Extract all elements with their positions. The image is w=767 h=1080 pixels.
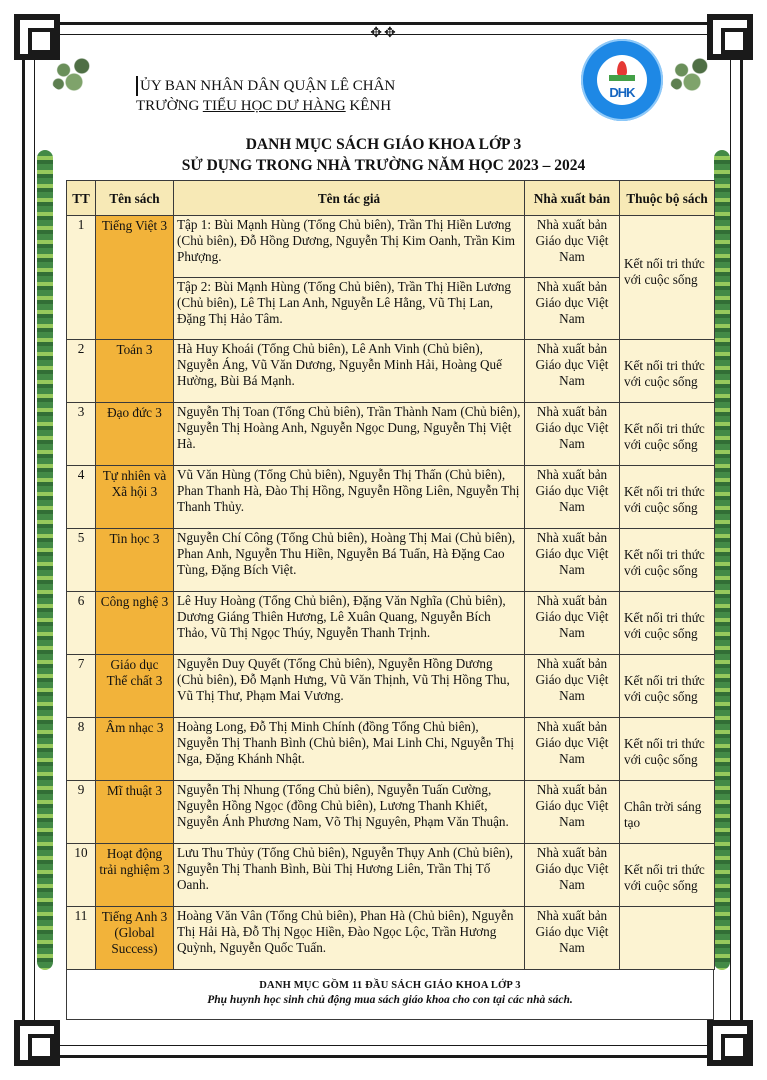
book-set: Kết nối tri thức với cuộc sống bbox=[620, 844, 715, 907]
book-publisher: Nhà xuất bản Giáo dục Việt Nam bbox=[525, 278, 620, 340]
book-authors: Hoàng Long, Đỗ Thị Minh Chính (đồng Tổng Chủ biên), Nguyễn Thị Thanh Bình (Chủ biên), Mai Linh Chi, Nguyễn Thị Nga, Đặng Khánh Nhật. bbox=[174, 718, 525, 781]
book-authors: Nguyễn Thị Toan (Tổng Chủ biên), Trần Thành Nam (Chủ biên), Nguyễn Thị Hoàng Anh, Nguyễn Ngọc Dung, Nguyễn Thị Việt Hà. bbox=[174, 403, 525, 466]
corner-ornament-top-left bbox=[14, 14, 60, 60]
row-number: 6 bbox=[67, 592, 96, 655]
book-publisher: Nhà xuất bản Giáo dục Việt Nam bbox=[525, 781, 620, 844]
school-header bbox=[136, 76, 395, 116]
book-authors: Nguyễn Chí Công (Tổng Chủ biên), Hoàng Thị Mai (Chủ biên), Phan Anh, Nguyễn Thu Hiền, Nguyễn Bá Tuấn, Hà Đặng Cao Tùng, Đặng Bích Việt. bbox=[174, 529, 525, 592]
book-name: Toán 3 bbox=[96, 340, 174, 403]
table-row bbox=[67, 844, 715, 907]
row-number: 9 bbox=[67, 781, 96, 844]
book-authors: Vũ Văn Hùng (Tổng Chủ biên), Nguyễn Thị Thấn (Chủ biên), Phan Thanh Hà, Đào Thị Hồng, Nguyễn Hồng Liên, Nguyễn Thị Thanh Thủy. bbox=[174, 466, 525, 529]
table-header-row bbox=[67, 181, 715, 216]
book-authors: Tập 1: Bùi Mạnh Hùng (Tổng Chủ biên), Trần Thị Hiền Lương (Chủ biên), Đỗ Hồng Dương, Nguyễn Thị Kim Oanh, Trần Kim Phượng. bbox=[174, 216, 525, 278]
book-set: Chân trời sáng tạo bbox=[620, 781, 715, 844]
school-logo bbox=[581, 39, 663, 121]
book-authors: Hà Huy Khoái (Tổng Chủ biên), Lê Anh Vinh (Chủ biên), Nguyễn Áng, Vũ Văn Dương, Nguyễn Minh Hải, Hoàng Quế Hường, Bùi Bá Mạnh. bbox=[174, 340, 525, 403]
book-publisher: Nhà xuất bản Giáo dục Việt Nam bbox=[525, 592, 620, 655]
corner-ornament-bottom-right bbox=[707, 1020, 753, 1066]
right-vine-decoration bbox=[714, 150, 730, 970]
corner-ornament-top-right bbox=[707, 14, 753, 60]
book-name: Tiếng Việt 3 bbox=[96, 216, 174, 340]
book-publisher: Nhà xuất bản Giáo dục Việt Nam bbox=[525, 844, 620, 907]
leaf-cluster-right-icon bbox=[666, 54, 718, 94]
book-set: Kết nối tri thức với cuộc sống bbox=[620, 466, 715, 529]
district-name: ỦY BAN NHÂN DÂN QUẬN LÊ CHÂN bbox=[136, 76, 395, 96]
row-number: 11 bbox=[67, 907, 96, 970]
column-header-publisher: Nhà xuất bản bbox=[525, 181, 620, 216]
book-authors: Nguyễn Thị Nhung (Tổng Chủ biên), Nguyễn Tuấn Cường, Nguyễn Hồng Ngọc (đồng Chủ biên), Lương Thanh Khiết, Nguyễn Ánh Phương Nam, Võ Thị Nguyên, Phạm Văn Thuận. bbox=[174, 781, 525, 844]
textbook-table bbox=[66, 180, 715, 970]
footer-summary: DANH MỤC GỒM 11 ĐẦU SÁCH GIÁO KHOA LỚP 3 bbox=[259, 980, 521, 991]
column-header-tt: TT bbox=[67, 181, 96, 216]
row-number: 3 bbox=[67, 403, 96, 466]
school-name: TRƯỜNG TIỂU HỌC DƯ HÀNG KÊNH bbox=[136, 98, 392, 114]
table-row bbox=[67, 907, 715, 970]
book-name: Tin học 3 bbox=[96, 529, 174, 592]
table-row bbox=[67, 403, 715, 466]
column-header-book-name: Tên sách bbox=[96, 181, 174, 216]
book-name: Tự nhiên và Xã hội 3 bbox=[96, 466, 174, 529]
logo-inner-circle bbox=[597, 55, 647, 105]
table-row bbox=[67, 718, 715, 781]
row-number: 2 bbox=[67, 340, 96, 403]
book-icon bbox=[609, 75, 635, 81]
table-row bbox=[67, 655, 715, 718]
logo-initials: DHK bbox=[609, 85, 635, 100]
document-title: DANH MỤC SÁCH GIÁO KHOA LỚP 3 bbox=[245, 136, 522, 153]
book-publisher: Nhà xuất bản Giáo dục Việt Nam bbox=[525, 907, 620, 970]
row-number: 1 bbox=[67, 216, 96, 340]
footer-instruction: Phụ huynh học sinh chủ động mua sách giáo khoa cho con tại các nhà sách. bbox=[207, 994, 573, 1006]
table-row bbox=[67, 529, 715, 592]
book-set: Kết nối tri thức với cuộc sống bbox=[620, 592, 715, 655]
book-name: Giáo dục Thể chất 3 bbox=[96, 655, 174, 718]
top-center-ornament-icon: ✥✥ bbox=[370, 26, 398, 41]
book-set bbox=[620, 907, 715, 970]
book-publisher: Nhà xuất bản Giáo dục Việt Nam bbox=[525, 340, 620, 403]
row-number: 7 bbox=[67, 655, 96, 718]
book-set: Kết nối tri thức với cuộc sống bbox=[620, 340, 715, 403]
book-set: Kết nối tri thức với cuộc sống bbox=[620, 216, 715, 340]
table-row bbox=[67, 216, 715, 278]
table-row bbox=[67, 340, 715, 403]
book-publisher: Nhà xuất bản Giáo dục Việt Nam bbox=[525, 529, 620, 592]
book-publisher: Nhà xuất bản Giáo dục Việt Nam bbox=[525, 216, 620, 278]
document-subtitle: SỬ DỤNG TRONG NHÀ TRƯỜNG NĂM HỌC 2023 – 2024 bbox=[181, 157, 586, 174]
book-name: Âm nhạc 3 bbox=[96, 718, 174, 781]
row-number: 8 bbox=[67, 718, 96, 781]
book-set: Kết nối tri thức với cuộc sống bbox=[620, 403, 715, 466]
row-number: 4 bbox=[67, 466, 96, 529]
row-number: 10 bbox=[67, 844, 96, 907]
book-authors: Nguyễn Duy Quyết (Tổng Chủ biên), Nguyễn Hồng Dương (Chủ biên), Đỗ Mạnh Hưng, Vũ Văn Thịnh, Vũ Thị Hồng Thu, Vũ Thị Thư, Phạm Mai Vương. bbox=[174, 655, 525, 718]
book-name: Mĩ thuật 3 bbox=[96, 781, 174, 844]
column-header-book-set: Thuộc bộ sách bbox=[620, 181, 715, 216]
book-authors: Lê Huy Hoàng (Tổng Chủ biên), Đặng Văn Nghĩa (Chủ biên), Dương Giáng Thiên Hương, Lê Xuân Quang, Nguyễn Bích Thảo, Vũ Thị Ngọc Thúy, Nguyễn Thanh Trịnh. bbox=[174, 592, 525, 655]
book-set: Kết nối tri thức với cuộc sống bbox=[620, 529, 715, 592]
book-publisher: Nhà xuất bản Giáo dục Việt Nam bbox=[525, 403, 620, 466]
footer-note bbox=[66, 970, 714, 1020]
table-row bbox=[67, 466, 715, 529]
table-row bbox=[67, 781, 715, 844]
book-name: Công nghệ 3 bbox=[96, 592, 174, 655]
table-row bbox=[67, 592, 715, 655]
row-number: 5 bbox=[67, 529, 96, 592]
corner-ornament-bottom-left bbox=[14, 1020, 60, 1066]
column-header-authors: Tên tác giả bbox=[174, 181, 525, 216]
book-authors: Lưu Thu Thủy (Tổng Chủ biên), Nguyễn Thụy Anh (Chủ biên), Nguyễn Thị Thanh Bình, Bùi Thị Hương Liên, Trần Thị Tố Oanh. bbox=[174, 844, 525, 907]
book-publisher: Nhà xuất bản Giáo dục Việt Nam bbox=[525, 718, 620, 781]
book-set: Kết nối tri thức với cuộc sống bbox=[620, 718, 715, 781]
book-publisher: Nhà xuất bản Giáo dục Việt Nam bbox=[525, 466, 620, 529]
book-name: Hoạt động trải nghiệm 3 bbox=[96, 844, 174, 907]
book-set: Kết nối tri thức với cuộc sống bbox=[620, 655, 715, 718]
book-authors: Hoàng Văn Vân (Tổng Chủ biên), Phan Hà (Chủ biên), Nguyễn Thị Hải Hà, Đỗ Thị Ngọc Hiền, Đào Ngọc Lộc, Trần Hương Quỳnh, Nguyễn Quốc Tuấn. bbox=[174, 907, 525, 970]
book-publisher: Nhà xuất bản Giáo dục Việt Nam bbox=[525, 655, 620, 718]
left-vine-decoration bbox=[37, 150, 53, 970]
book-name: Tiếng Anh 3 (Global Success) bbox=[96, 907, 174, 970]
book-name: Đạo đức 3 bbox=[96, 403, 174, 466]
book-authors: Tập 2: Bùi Mạnh Hùng (Tổng Chủ biên), Trần Thị Hiền Lương (Chủ biên), Lê Thị Lan Anh, Nguyễn Lê Hằng, Vũ Thị Lan, Đặng Thị Hảo Tâm. bbox=[174, 278, 525, 340]
leaf-cluster-left-icon bbox=[48, 54, 100, 94]
